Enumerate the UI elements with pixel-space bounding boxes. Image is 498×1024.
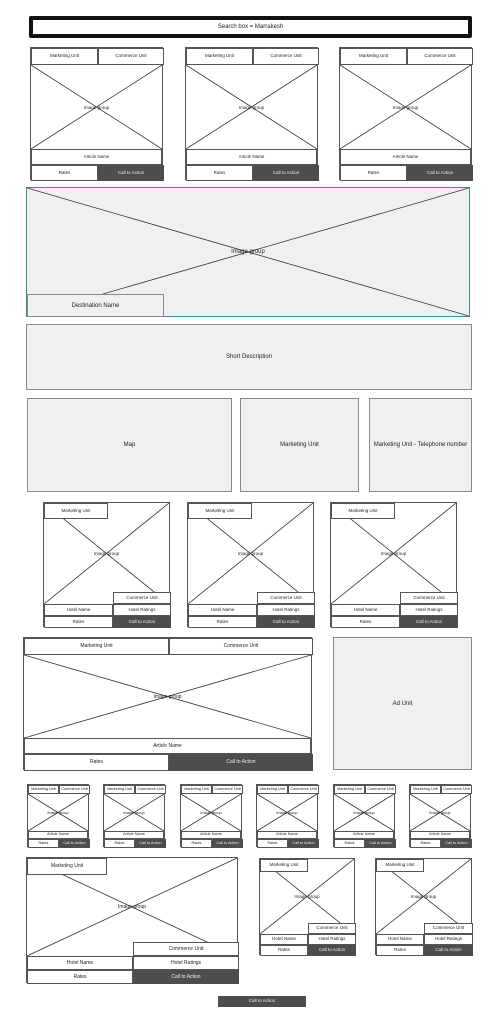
placeholder-cross-icon [181, 794, 241, 831]
hotel-ratings: Hotel Ratings [424, 934, 473, 945]
image-group [104, 794, 164, 831]
search-box[interactable]: Search box = Marrakesh [29, 16, 472, 38]
marketing-unit: Marketing Unit [104, 785, 135, 794]
footer-call-to-action-button[interactable]: Call to Action [218, 996, 306, 1007]
rates: Rates [44, 616, 113, 628]
placeholder-cross-icon [257, 794, 317, 831]
call-to-action-button[interactable]: Call to Action [59, 839, 90, 848]
article-name: Article Name [28, 831, 88, 839]
article-card[interactable] [339, 47, 472, 180]
call-to-action-button[interactable]: Call to Action [365, 839, 396, 848]
image-group-label: Image group [123, 810, 145, 815]
hotel-name: Hotel Name [331, 604, 400, 616]
call-to-action-button[interactable]: Call to Action [308, 945, 356, 956]
image-group-label: Image group [276, 810, 298, 815]
marketing-unit: Marketing Unit [331, 503, 395, 519]
image-group-label: Image group [429, 810, 451, 815]
marketing-unit: Marketing Unit [24, 638, 169, 655]
placeholder-cross-icon [410, 794, 470, 831]
placeholder-cross-icon [186, 65, 317, 149]
commerce-unit: Commerce Unit [98, 48, 164, 65]
marketing-unit: Marketing Unit [257, 785, 288, 794]
hotel-ratings: Hotel Ratings [257, 604, 315, 616]
image-group [31, 65, 162, 149]
article-card[interactable] [180, 784, 242, 847]
image-group-label: Image group [238, 104, 265, 110]
image-group [257, 794, 317, 831]
marketing-unit: Marketing Unit [28, 785, 59, 794]
commerce-unit: Commerce Unit [133, 942, 239, 956]
hotel-ratings: Hotel Ratings [308, 934, 356, 945]
call-to-action-button[interactable]: Call to Action [169, 754, 313, 771]
hero-image-group [26, 187, 470, 317]
rates: Rates [260, 945, 308, 956]
commerce-unit: Commerce Unit [212, 785, 243, 794]
article-card[interactable] [256, 784, 318, 847]
image-group-label: Image group [83, 104, 110, 110]
marketing-unit: Marketing Unit [334, 785, 365, 794]
hotel-card[interactable] [43, 502, 170, 627]
placeholder-cross-icon [334, 794, 394, 831]
hero-image-group-label: Image group [231, 249, 265, 255]
hotel-card[interactable] [375, 858, 472, 955]
article-card[interactable] [27, 784, 89, 847]
call-to-action-button[interactable]: Call to Action [113, 616, 171, 628]
article-card[interactable] [185, 47, 318, 180]
hotel-card[interactable] [187, 502, 314, 627]
call-to-action-button[interactable]: Call to Action [424, 945, 473, 956]
hotel-ratings: Hotel Ratings [113, 604, 171, 616]
article-name: Article Name [104, 831, 164, 839]
short-description: Short Description [26, 324, 472, 390]
rates: Rates [257, 839, 288, 848]
call-to-action-button[interactable]: Call to Action [133, 970, 239, 984]
rates: Rates [24, 754, 169, 771]
call-to-action-button[interactable]: Call to Action [253, 165, 319, 181]
rates: Rates [181, 839, 212, 848]
marketing-unit: Marketing Unit [188, 503, 252, 519]
commerce-unit: Commerce Unit [59, 785, 90, 794]
marketing-unit: Marketing Unit [376, 859, 424, 872]
image-group-label: Image group [294, 894, 320, 899]
image-group-label: Image group [237, 551, 264, 556]
hotel-card[interactable] [259, 858, 355, 955]
image-group-label: Image group [392, 104, 419, 110]
image-group-label: Image group [117, 904, 147, 910]
call-to-action-button[interactable]: Call to Action [98, 165, 164, 181]
commerce-unit: Commerce Unit [113, 592, 171, 604]
image-group [340, 65, 471, 149]
hotel-name: Hotel Name [188, 604, 257, 616]
article-card[interactable] [23, 637, 312, 770]
rates: Rates [410, 839, 441, 848]
image-group [186, 65, 317, 149]
call-to-action-button[interactable]: Call to Action [288, 839, 319, 848]
call-to-action-button[interactable]: Call to Action [407, 165, 473, 181]
hotel-name: Hotel Name [260, 934, 308, 945]
commerce-unit: Commerce Unit [424, 923, 473, 934]
article-card[interactable] [333, 784, 395, 847]
commerce-unit: Commerce Unit [288, 785, 319, 794]
commerce-unit: Commerce Unit [253, 48, 319, 65]
commerce-unit: Commerce Unit [400, 592, 458, 604]
call-to-action-button[interactable]: Call to Action [441, 839, 472, 848]
commerce-unit: Commerce Unit [135, 785, 166, 794]
rates: Rates [334, 839, 365, 848]
hotel-ratings: Hotel Ratings [133, 956, 239, 970]
rates: Rates [186, 165, 253, 181]
rates: Rates [376, 945, 424, 956]
article-card[interactable] [103, 784, 165, 847]
commerce-unit: Commerce Unit [169, 638, 313, 655]
image-group [181, 794, 241, 831]
image-group-label: Image group [200, 810, 222, 815]
marketing-unit: Marketing Unit [410, 785, 441, 794]
image-group [410, 794, 470, 831]
rates: Rates [31, 165, 98, 181]
commerce-unit: Commerce Unit [441, 785, 472, 794]
rates: Rates [104, 839, 135, 848]
image-group-label: Image group [153, 693, 182, 700]
call-to-action-button[interactable]: Call to Action [135, 839, 166, 848]
marketing-unit-panel: Marketing Unit [240, 398, 359, 492]
commerce-unit: Commerce Unit [365, 785, 396, 794]
rates: Rates [188, 616, 257, 628]
marketing-unit: Marketing Unit [31, 48, 98, 65]
telephone-panel: Marketing Unit - Telephone number [369, 398, 472, 492]
hotel-card[interactable] [330, 502, 457, 627]
article-name: Article Name [410, 831, 470, 839]
marketing-unit: Marketing Unit [186, 48, 253, 65]
rates: Rates [28, 839, 59, 848]
marketing-unit: Marketing Unit [260, 859, 308, 872]
image-group-label: Image group [93, 551, 120, 556]
image-group-label: Image group [353, 810, 375, 815]
placeholder-cross-icon [31, 65, 162, 149]
image-group [24, 655, 311, 738]
commerce-unit: Commerce Unit [407, 48, 473, 65]
rates: Rates [27, 970, 133, 984]
destination-name: Destination Name [27, 294, 164, 317]
article-name: Article Name [31, 149, 162, 165]
call-to-action-button[interactable]: Call to Action [257, 616, 315, 628]
marketing-unit: Marketing Unit [27, 858, 107, 875]
marketing-unit: Marketing Unit [44, 503, 108, 519]
hotel-name: Hotel Name [27, 956, 133, 970]
rates: Rates [331, 616, 400, 628]
marketing-unit: Marketing Unit [340, 48, 407, 65]
hotel-ratings: Hotel Ratings [400, 604, 458, 616]
placeholder-cross-icon [104, 794, 164, 831]
image-group-label: Image group [410, 894, 437, 899]
rates: Rates [340, 165, 407, 181]
map-panel[interactable]: Map [27, 398, 232, 492]
placeholder-cross-icon [24, 655, 311, 738]
article-name: Article Name [257, 831, 317, 839]
article-name: Article Name [186, 149, 317, 165]
article-card[interactable] [30, 47, 163, 180]
hotel-name: Hotel Name [376, 934, 424, 945]
image-group-label: Image group [380, 551, 407, 556]
hotel-card[interactable] [26, 857, 238, 983]
placeholder-cross-icon [340, 65, 471, 149]
commerce-unit: Commerce Unit [308, 923, 356, 934]
marketing-unit: Marketing Unit [181, 785, 212, 794]
article-name: Article Name [181, 831, 241, 839]
commerce-unit: Commerce Unit [257, 592, 315, 604]
image-group [28, 794, 88, 831]
call-to-action-button[interactable]: Call to Action [212, 839, 243, 848]
call-to-action-button[interactable]: Call to Action [400, 616, 458, 628]
hotel-name: Hotel Name [44, 604, 113, 616]
image-group [334, 794, 394, 831]
ad-unit[interactable]: Ad Unit [333, 637, 472, 770]
article-name: Article Name [24, 738, 311, 754]
placeholder-cross-icon [28, 794, 88, 831]
article-name: Article Name [340, 149, 471, 165]
image-group-label: Image group [47, 810, 69, 815]
article-card[interactable] [409, 784, 471, 847]
article-name: Article Name [334, 831, 394, 839]
